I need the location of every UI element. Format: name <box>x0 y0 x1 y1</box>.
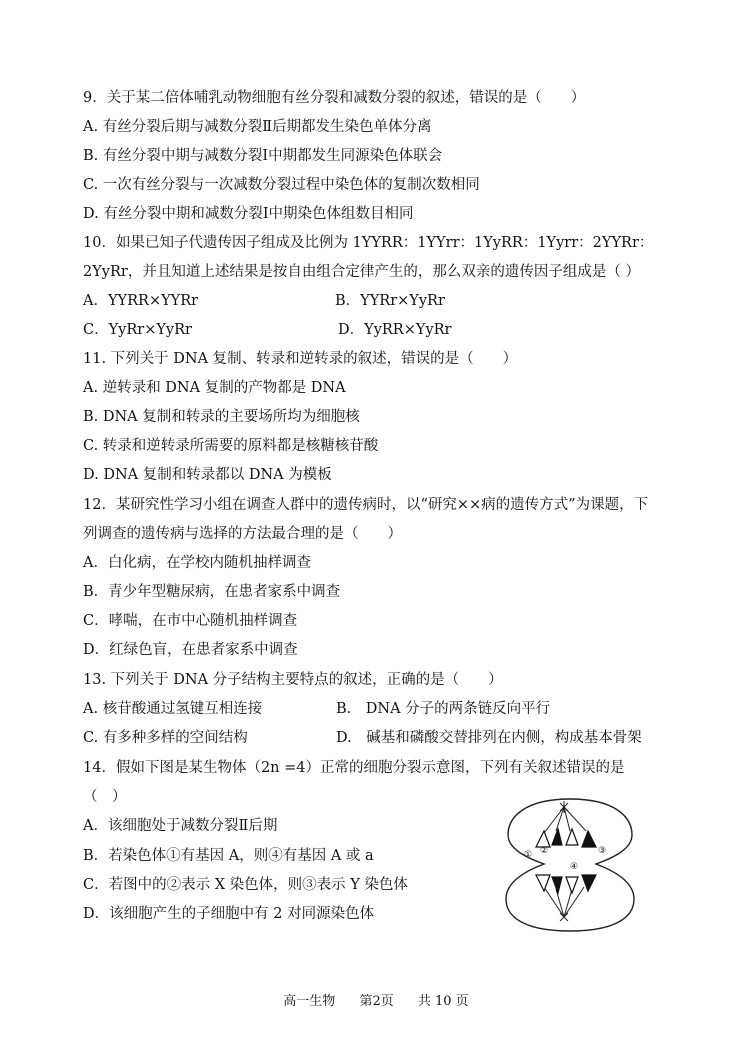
question-12-option-a: A．白化病，在学校内随机抽样调查 <box>83 555 311 571</box>
question-13-stem: 13. 下列关于 DNA 分子结构主要特点的叙述，正确的是（ ） <box>83 672 503 688</box>
chromosome-label-1: ① <box>524 850 533 860</box>
question-11-option-a: A. 逆转录和 DNA 复制的产物都是 DNA <box>83 380 346 396</box>
question-10-option-c: C．YyRr×YyRr <box>83 322 192 338</box>
question-14-option-b: B．若染色体①有基因 A，则④有基因 A 或 a <box>83 848 374 864</box>
question-14-option-d: D．该细胞产生的子细胞中有 2 对同源染色体 <box>83 906 375 922</box>
question-12-option-c: C．哮喘，在市中心随机抽样调查 <box>83 613 298 629</box>
question-9-option-c: C. 一次有丝分裂与一次减数分裂过程中染色体的复制次数相同 <box>83 177 480 193</box>
question-14-stem-line-1: 14．假如下图是某生物体（2n =4）正常的细胞分裂示意图，下列有关叙述错误的是 <box>83 760 625 776</box>
chromosome-label-4: ④ <box>570 862 579 872</box>
question-12-option-b: B．青少年型糖尿病，在患者家系中调查 <box>83 584 341 600</box>
question-14-option-c: C．若图中的②表示 X 染色体，则③表示 Y 染色体 <box>83 877 408 893</box>
question-12-option-d: D．红绿色盲，在患者家系中调查 <box>83 642 298 658</box>
chromosome-label-2: ② <box>540 846 549 856</box>
lower-spindle-pole <box>544 887 584 921</box>
footer-subject: 高一生物 <box>283 994 336 1009</box>
question-10-stem-line-1: 10．如果已知子代遗传因子组成及比例为 1YYRR：1YYrr：1YyRR：1Yyrr：2YYRr： <box>83 235 654 251</box>
question-13-option-c: C. 有多种多样的空间结构 <box>83 730 248 746</box>
question-13-option-a: A. 核苷酸通过氢键互相连接 <box>83 701 263 717</box>
upper-spindle-pole <box>544 801 586 833</box>
question-14-stem-line-2: （ ） <box>83 789 127 805</box>
page-footer <box>0 990 752 1009</box>
question-13-option-d: D. 碱基和磷酸交替排列在内侧，构成基本骨架 <box>336 730 642 746</box>
question-12-stem-line-1: 12．某研究性学习小组在调查人群中的遗传病时，以“研究××病的遗传方式”为课题，下 <box>83 497 649 513</box>
question-10-option-a: A．YYRR×YYRr <box>83 293 199 309</box>
chromosome-label-3: ③ <box>598 846 607 856</box>
footer-page-number: 第2页 <box>359 994 394 1009</box>
question-14-option-a: A．该细胞处于减数分裂Ⅱ后期 <box>83 818 278 834</box>
question-11-option-b: B. DNA 复制和转录的主要场所均为细胞核 <box>83 409 360 425</box>
question-9-option-a: A. 有丝分裂后期与减数分裂Ⅱ后期都发生染色单体分离 <box>83 119 432 135</box>
question-10-option-b: B．YYRr×YyRr <box>335 293 445 309</box>
lower-chromosomes <box>536 875 596 893</box>
question-9-stem: 9．关于某二倍体哺乳动物细胞有丝分裂和减数分裂的叙述，错误的是（ ） <box>83 90 586 106</box>
question-11-option-d: D. DNA 复制和转录都以 DNA 为模板 <box>83 467 332 483</box>
question-11-stem: 11. 下列关于 DNA 复制、转录和逆转录的叙述，错误的是（ ） <box>83 351 518 367</box>
cell-division-figure <box>500 795 640 935</box>
question-13-option-b: B. DNA 分子的两条链反向平行 <box>336 701 551 717</box>
question-10-option-d: D．YyRR×YyRr <box>338 322 452 338</box>
question-11-option-c: C. 转录和逆转录所需要的原料都是核糖核苷酸 <box>83 438 379 454</box>
question-9-option-b: B. 有丝分裂中期与减数分裂Ⅰ中期都发生同源染色体联会 <box>83 148 443 164</box>
question-10-stem-line-2: 2YyRr，并且知道上述结果是按自由组合定律产生的，那么双亲的遗传因子组成是（ ） <box>83 264 640 280</box>
question-12-stem-line-2: 列调查的遗传病与选择的方法最合理的是（ ） <box>83 526 402 542</box>
question-9-option-d: D. 有丝分裂中期和减数分裂Ⅰ中期染色体组数目相同 <box>83 206 414 222</box>
footer-total-pages: 共 10 页 <box>417 994 469 1009</box>
